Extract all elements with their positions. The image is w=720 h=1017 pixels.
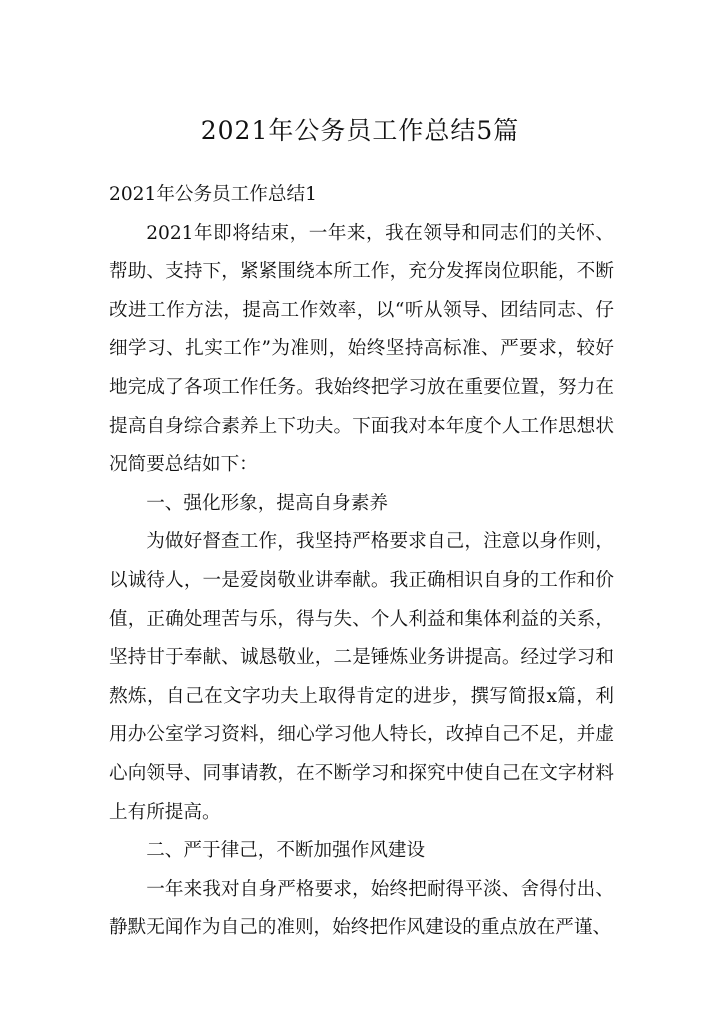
document-title: 2021年公务员工作总结5篇	[200, 116, 520, 145]
section-heading-1: 一、强化形象，提高自身素养	[146, 492, 388, 514]
document-body	[109, 176, 614, 948]
section-subtitle: 2021年公务员工作总结1	[109, 184, 317, 205]
section-heading-2: 二、严于律己，不断加强作风建设	[146, 840, 426, 862]
intro-paragraph: 2021年即将结束，一年来，我在领导和同志们的关怀、帮助、支持下，紧紧围绕本所工作，充分发挥岗位职能，不断改进工作方法，提高工作效率，以“听从领导、团结同志、仔细学习、扎实工作”为准则，始终坚持高标准、严要求，较好地完成了各项工作任务。我始终把学习放在重要位置，努力在提高自身综合素养上下功夫。下面我对本年度个人工作思想状况简要总结如下：	[109, 222, 614, 476]
section-1-paragraph: 为做好督查工作，我坚持严格要求自己，注意以身作则，以诚待人，一是爱岗敬业讲奉献。我正确相识自身的工作和价值，正确处理苦与乐，得与失、个人利益和集体利益的关系，坚持甘于奉献、诚恳敬业，二是锤炼业务讲提高。经过学习和熬炼，自己在文字功夫上取得肯定的进步，撰写简报x篇，利用办公室学习资料，细心学习他人特长，改掉自己不足，并虚心向领导、同事请教，在不断学习和探究中使自己在文字材料上有所提高。	[109, 531, 614, 823]
section-2-paragraph: 一年来我对自身严格要求，始终把耐得平淡、舍得付出、静默无闻作为自己的准则，始终把作风建设的重点放在严谨、	[109, 878, 614, 939]
